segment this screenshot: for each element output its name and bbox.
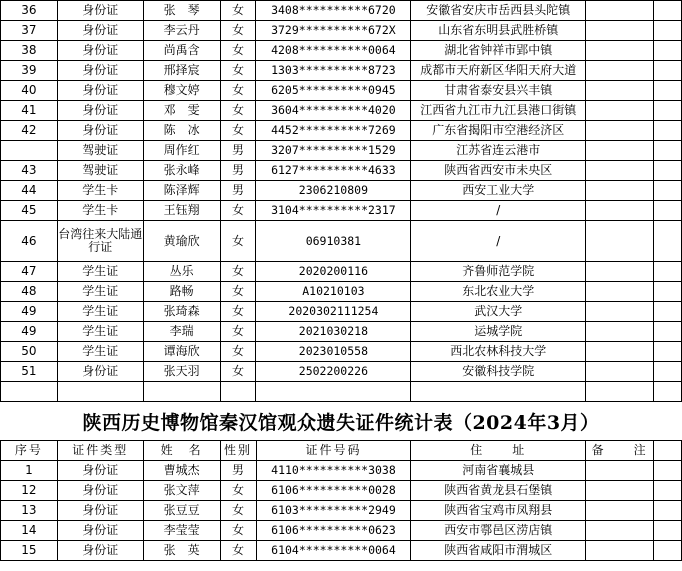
cell-gender: 女 [220, 481, 256, 501]
cell-addr: 陕西省西安市未央区 [411, 161, 586, 181]
table-title: 陕西历史博物馆秦汉馆观众遗失证件统计表（2024年3月） [82, 411, 600, 434]
cell-no: 37 [1, 21, 58, 41]
cell-name: 曹城杰 [143, 461, 220, 481]
cell-no: 39 [1, 61, 58, 81]
cell-id: 3408**********6720 [256, 1, 411, 21]
cell-addr: 成都市天府新区华阳天府大道 [411, 61, 586, 81]
cell-type: 身份证 [57, 61, 143, 81]
cell-name: 谭海欣 [143, 342, 220, 362]
cell-note [586, 262, 654, 282]
table-row [1, 21, 682, 41]
table-row [1, 501, 682, 521]
cell-gender: 女 [220, 322, 256, 342]
cell-type: 身份证 [57, 41, 143, 61]
cell-type: 学生卡 [57, 181, 143, 201]
cell-addr: 安徽省安庆市岳西县头陀镇 [411, 1, 586, 21]
cell-addr: 陕西省咸阳市渭城区 [411, 541, 586, 561]
cell-name: 张文萍 [143, 481, 220, 501]
cell-gender: 女 [220, 282, 256, 302]
cell-extra [654, 81, 682, 101]
cell-addr: 西北农林科技大学 [411, 342, 586, 362]
cell-note [586, 221, 654, 262]
cell-type: 学生证 [57, 262, 143, 282]
cell-note [586, 81, 654, 101]
cell-addr: 运城学院 [411, 322, 586, 342]
cell-gender: 女 [220, 521, 256, 541]
cell-gender: 女 [220, 501, 256, 521]
table-row [1, 201, 682, 221]
cell-name: 尚禹含 [143, 41, 220, 61]
cell-extra [654, 181, 682, 201]
header-note: 备 注 [586, 441, 654, 461]
cell-extra [654, 501, 682, 521]
header-addr: 住 址 [411, 441, 586, 461]
cell-no: 14 [1, 521, 58, 541]
cell-extra [654, 521, 682, 541]
cell-addr: 东北农业大学 [411, 282, 586, 302]
cell-note [586, 302, 654, 322]
cell-gender: 女 [220, 21, 256, 41]
cell-no: 12 [1, 481, 58, 501]
cell-no: 47 [1, 262, 58, 282]
header-gender: 性别 [220, 441, 256, 461]
cell-note [586, 461, 654, 481]
cell-name: 邓 雯 [143, 101, 220, 121]
cell-gender: 女 [220, 81, 256, 101]
cell-extra [654, 302, 682, 322]
cell-note [586, 541, 654, 561]
cell-addr: 江苏省连云港市 [411, 141, 586, 161]
cell-name: 李瑞 [143, 322, 220, 342]
cell-no: 44 [1, 181, 58, 201]
cell-type: 学生证 [57, 282, 143, 302]
cell-name: 张 英 [143, 541, 220, 561]
cell-name: 李莹莹 [143, 521, 220, 541]
cell-no [1, 141, 58, 161]
table-row [1, 161, 682, 181]
table-row [1, 322, 682, 342]
header-no: 序号 [1, 441, 58, 461]
cell-no: 36 [1, 1, 58, 21]
cell-id: 6106**********0623 [256, 521, 411, 541]
cell-addr: 山东省东明县武胜桥镇 [411, 21, 586, 41]
table-row [1, 362, 682, 382]
cell-type: 身份证 [57, 121, 143, 141]
cell-type: 学生卡 [57, 201, 143, 221]
cell-no: 40 [1, 81, 58, 101]
cell-extra [654, 61, 682, 81]
cell-note [586, 1, 654, 21]
cell-gender: 女 [220, 41, 256, 61]
cell-id: 4208**********0064 [256, 41, 411, 61]
cell-addr: 陕西省黄龙县石堡镇 [411, 481, 586, 501]
cell-type: 身份证 [57, 101, 143, 121]
cell-type: 学生证 [57, 322, 143, 342]
cell-note [586, 481, 654, 501]
cell-id: 3207**********1529 [256, 141, 411, 161]
cell-gender: 男 [220, 181, 256, 201]
cell-addr: 广东省揭阳市空港经济区 [411, 121, 586, 141]
cell-no: 42 [1, 121, 58, 141]
cell-type: 身份证 [57, 461, 143, 481]
cell-note [586, 362, 654, 382]
cell-extra [654, 21, 682, 41]
cell-addr: / [411, 221, 586, 262]
cell-no: 41 [1, 101, 58, 121]
cell-extra [654, 541, 682, 561]
header-extra [654, 441, 682, 461]
cell-gender: 女 [220, 302, 256, 322]
cell-type: 学生证 [57, 342, 143, 362]
cell-extra [654, 481, 682, 501]
cell-name: 邢择宸 [143, 61, 220, 81]
cell-no: 43 [1, 161, 58, 181]
cell-id: 2021030218 [256, 322, 411, 342]
table-row [1, 262, 682, 282]
cell-name: 丛乐 [143, 262, 220, 282]
cell-id: 6127**********4633 [256, 161, 411, 181]
cell-gender: 女 [220, 121, 256, 141]
cell-addr: 陕西省宝鸡市凤翔县 [411, 501, 586, 521]
cell-note [586, 41, 654, 61]
table-row [1, 101, 682, 121]
cell-note [586, 181, 654, 201]
cell-type: 身份证 [57, 521, 143, 541]
table-row [1, 121, 682, 141]
header-row [1, 441, 682, 461]
cell-name: 李云丹 [143, 21, 220, 41]
cell-id: 2020302111254 [256, 302, 411, 322]
table-row [1, 81, 682, 101]
cell-extra [654, 1, 682, 21]
cell-extra [654, 141, 682, 161]
cell-no: 1 [1, 461, 58, 481]
cell-id: 3729**********672X [256, 21, 411, 41]
cell-no: 51 [1, 362, 58, 382]
cell-id: 2306210809 [256, 181, 411, 201]
cell-gender: 女 [220, 262, 256, 282]
cell-no: 49 [1, 322, 58, 342]
cell-note [586, 121, 654, 141]
table-row [1, 342, 682, 362]
cell-note [586, 521, 654, 541]
cell-note [586, 322, 654, 342]
cell-addr: 湖北省钟祥市郢中镇 [411, 41, 586, 61]
cell-addr: 河南省襄城县 [411, 461, 586, 481]
cell-type: 台湾往来大陆通行证 [57, 221, 143, 262]
cell-type: 身份证 [57, 81, 143, 101]
cell-no: 50 [1, 342, 58, 362]
cell-name: 路畅 [143, 282, 220, 302]
cell-gender: 女 [220, 342, 256, 362]
table-row [1, 521, 682, 541]
cell-id: 3104**********2317 [256, 201, 411, 221]
spacer-area [0, 380, 682, 402]
cell-id: 4110**********3038 [256, 461, 411, 481]
cell-addr: 甘肃省泰安县兴丰镇 [411, 81, 586, 101]
cell-extra [654, 342, 682, 362]
table-row [1, 302, 682, 322]
cell-no: 46 [1, 221, 58, 262]
cell-extra [654, 161, 682, 181]
cell-name: 陈泽辉 [143, 181, 220, 201]
cell-gender: 女 [220, 362, 256, 382]
cell-type: 身份证 [57, 541, 143, 561]
cell-id: 06910381 [256, 221, 411, 262]
cell-gender: 女 [220, 61, 256, 81]
cell-gender: 女 [220, 1, 256, 21]
table-row [1, 282, 682, 302]
cell-no: 45 [1, 201, 58, 221]
cell-id: 2502200226 [256, 362, 411, 382]
table-row [1, 41, 682, 61]
cell-type: 身份证 [57, 21, 143, 41]
cell-extra [654, 121, 682, 141]
cell-id: 2023010558 [256, 342, 411, 362]
cell-type: 驾驶证 [57, 161, 143, 181]
cell-type: 身份证 [57, 362, 143, 382]
cell-type: 身份证 [57, 1, 143, 21]
cell-extra [654, 262, 682, 282]
records-table-bottom [0, 440, 682, 561]
cell-name: 穆文婷 [143, 81, 220, 101]
header-id: 证件号码 [256, 441, 411, 461]
cell-gender: 女 [220, 541, 256, 561]
cell-id: 6205**********0945 [256, 81, 411, 101]
cell-id: 6103**********2949 [256, 501, 411, 521]
table-row [1, 461, 682, 481]
cell-note [586, 201, 654, 221]
header-name: 姓 名 [143, 441, 220, 461]
cell-gender: 女 [220, 201, 256, 221]
cell-extra [654, 461, 682, 481]
cell-no: 13 [1, 501, 58, 521]
header-type: 证件类型 [57, 441, 143, 461]
table-row [1, 481, 682, 501]
cell-gender: 女 [220, 221, 256, 262]
cell-name: 王钰翔 [143, 201, 220, 221]
cell-gender: 男 [220, 141, 256, 161]
cell-name: 张琦森 [143, 302, 220, 322]
cell-id: 6104**********0064 [256, 541, 411, 561]
cell-extra [654, 221, 682, 262]
cell-extra [654, 282, 682, 302]
table-title-area [0, 402, 682, 440]
cell-extra [654, 362, 682, 382]
cell-id: 2020200116 [256, 262, 411, 282]
cell-note [586, 101, 654, 121]
cell-no: 49 [1, 302, 58, 322]
cell-type: 学生证 [57, 302, 143, 322]
cell-addr: 江西省九江市九江县港口街镇 [411, 101, 586, 121]
cell-note [586, 61, 654, 81]
cell-gender: 女 [220, 101, 256, 121]
table-row [1, 221, 682, 262]
cell-extra [654, 322, 682, 342]
cell-gender: 男 [220, 161, 256, 181]
cell-id: 4452**********7269 [256, 121, 411, 141]
cell-addr: 西安市鄠邑区涝店镇 [411, 521, 586, 541]
cell-name: 黄瑜欣 [143, 221, 220, 262]
cell-note [586, 501, 654, 521]
cell-extra [654, 101, 682, 121]
cell-name: 陈 冰 [143, 121, 220, 141]
cell-name: 张豆豆 [143, 501, 220, 521]
cell-addr: 西安工业大学 [411, 181, 586, 201]
cell-id: 6106**********0028 [256, 481, 411, 501]
cell-name: 张 琴 [143, 1, 220, 21]
table-row [1, 181, 682, 201]
cell-note [586, 342, 654, 362]
cell-note [586, 141, 654, 161]
cell-addr: 武汉大学 [411, 302, 586, 322]
cell-note [586, 161, 654, 181]
cell-name: 张天羽 [143, 362, 220, 382]
cell-note [586, 21, 654, 41]
cell-no: 15 [1, 541, 58, 561]
table-row [1, 141, 682, 161]
cell-addr: 安徽科技学院 [411, 362, 586, 382]
cell-gender: 男 [220, 461, 256, 481]
cell-name: 张永峰 [143, 161, 220, 181]
cell-addr: 齐鲁师范学院 [411, 262, 586, 282]
table-row [1, 61, 682, 81]
cell-id: 1303**********8723 [256, 61, 411, 81]
cell-extra [654, 41, 682, 61]
cell-id: A10210103 [256, 282, 411, 302]
cell-no: 48 [1, 282, 58, 302]
cell-id: 3604**********4020 [256, 101, 411, 121]
table-row [1, 1, 682, 21]
cell-addr: / [411, 201, 586, 221]
cell-extra [654, 201, 682, 221]
table-row [1, 541, 682, 561]
cell-type: 身份证 [57, 481, 143, 501]
cell-note [586, 282, 654, 302]
cell-no: 38 [1, 41, 58, 61]
cell-type: 驾驶证 [57, 141, 143, 161]
cell-type: 身份证 [57, 501, 143, 521]
cell-name: 周作红 [143, 141, 220, 161]
